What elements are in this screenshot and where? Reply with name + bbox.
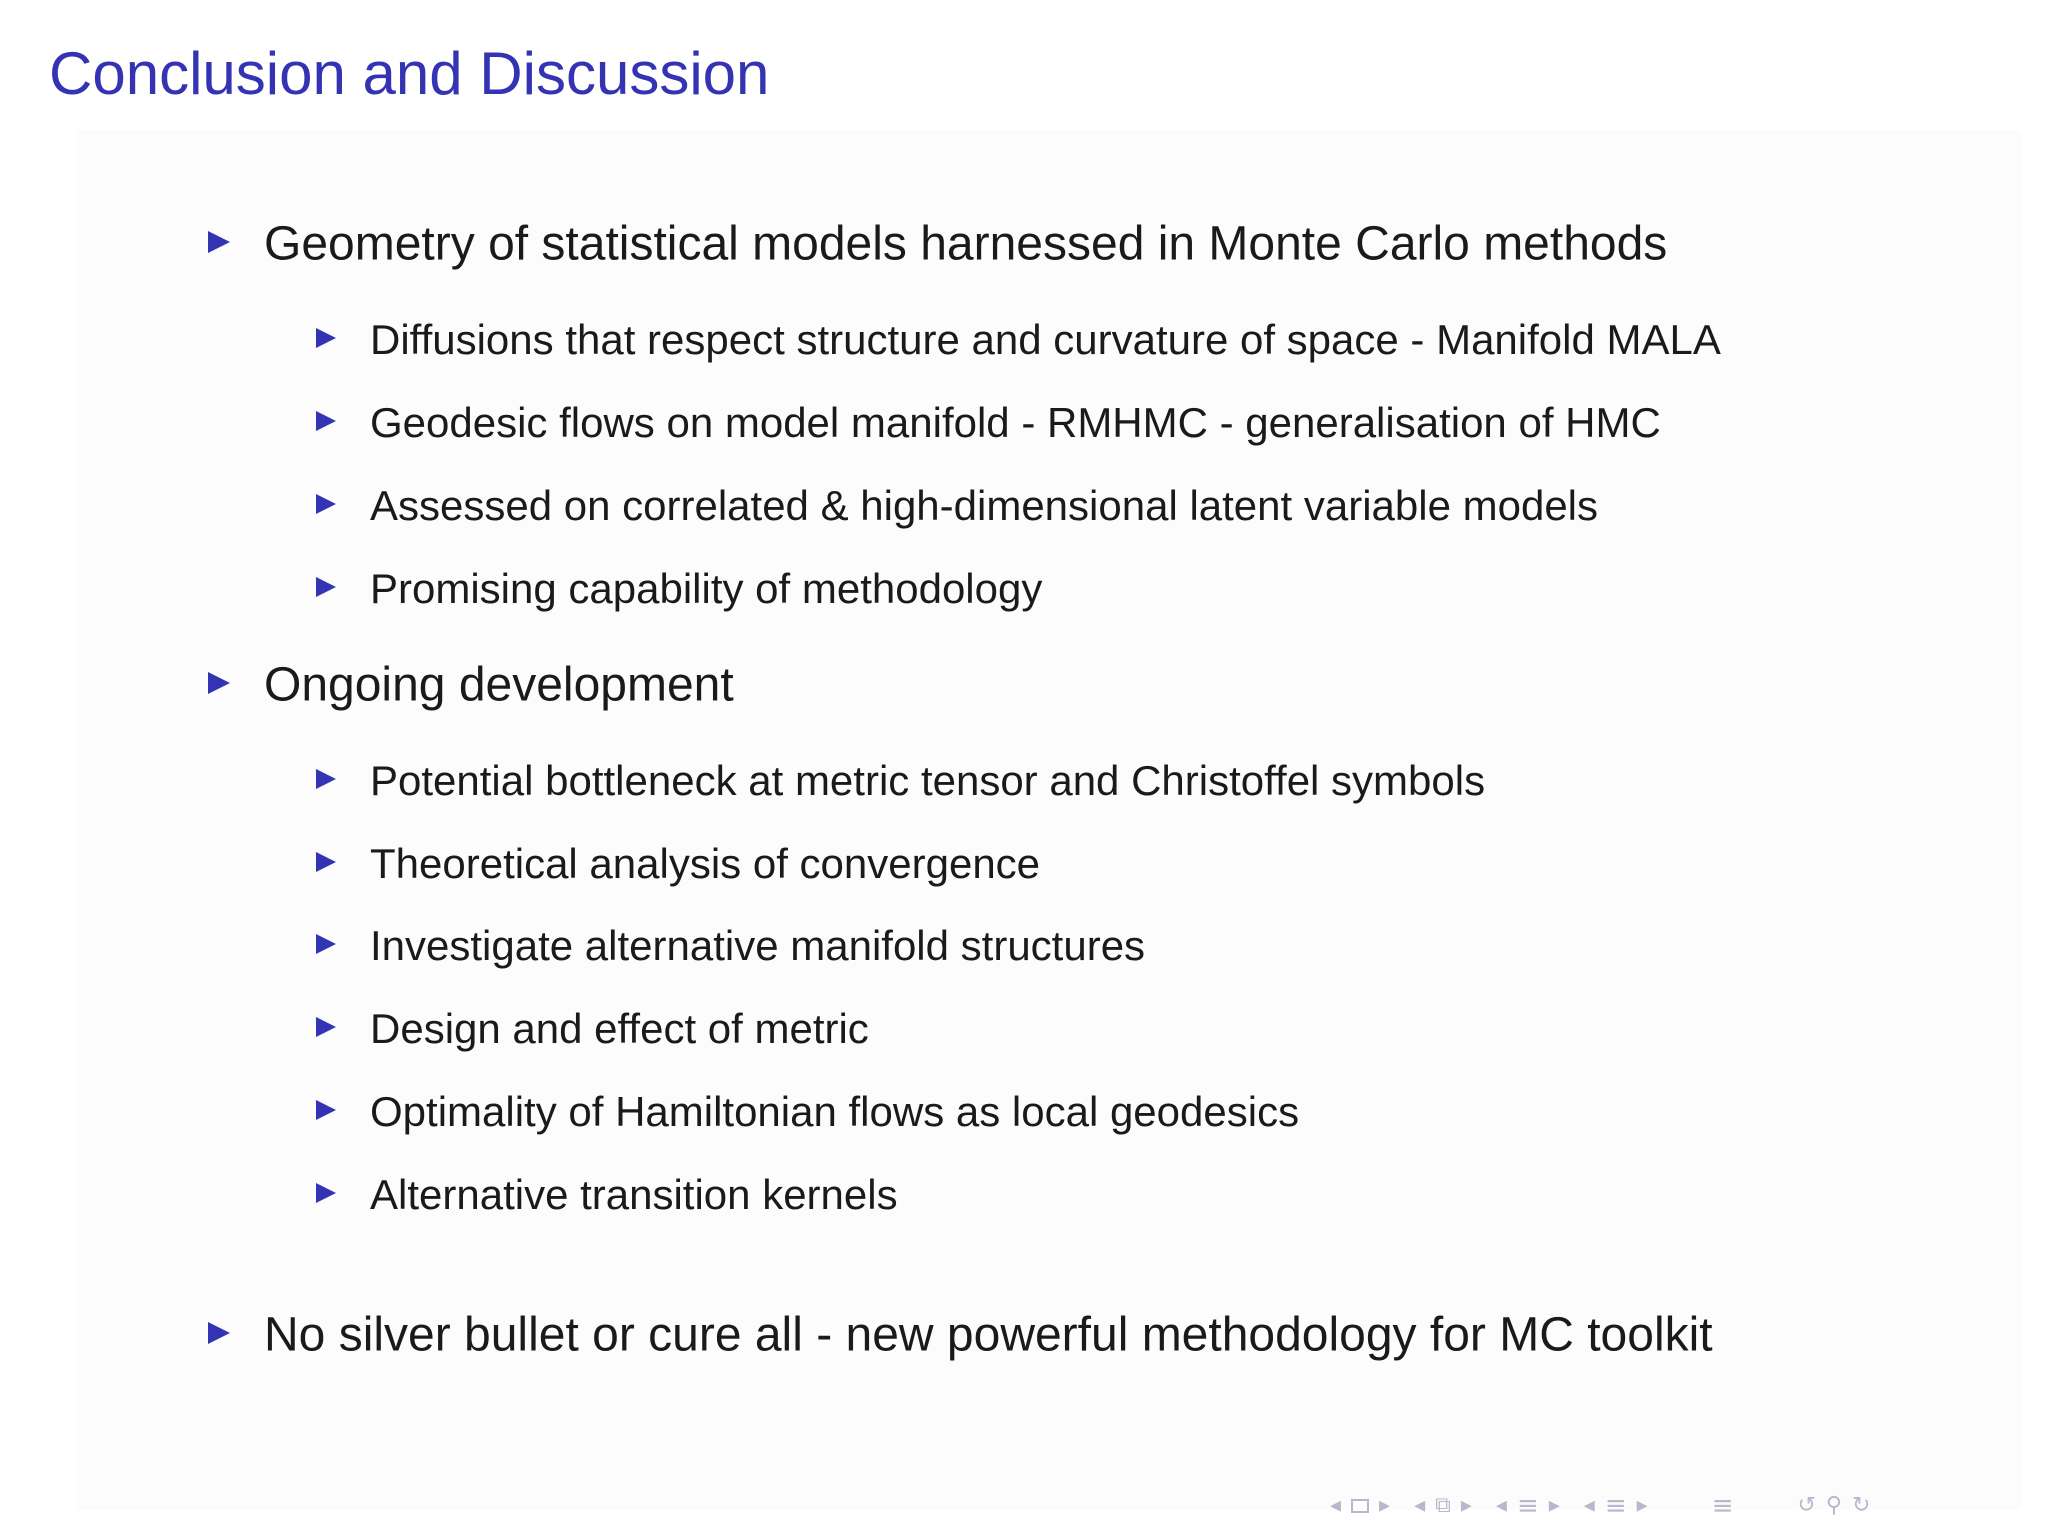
sub-bullet-item xyxy=(316,1001,869,1054)
triangle-bullet-icon xyxy=(316,1100,336,1120)
nav-document-icon[interactable]: ≡ xyxy=(1711,1491,1734,1521)
triangle-bullet-icon xyxy=(316,1017,336,1037)
nav-next-frame-icon[interactable]: ▸ xyxy=(1460,1493,1472,1518)
sub-bullet-text: Promising capability of methodology xyxy=(370,564,1043,612)
sub-bullet-item xyxy=(316,312,1721,365)
sub-bullet-text: Potential bottleneck at metric tensor and Christoffel symbols xyxy=(370,756,1486,804)
triangle-bullet-icon xyxy=(316,328,336,348)
sub-bullet-item xyxy=(316,561,1042,614)
nav-prev-slide-icon[interactable]: ◂ xyxy=(1330,1493,1342,1518)
nav-frame-icon[interactable]: ⧉ xyxy=(1435,1493,1451,1518)
beamer-navigation-bar xyxy=(1330,1488,1880,1524)
triangle-bullet-icon xyxy=(316,411,336,431)
sub-bullet-text: Investigate alternative manifold structures xyxy=(370,921,1146,969)
sub-bullet-text: Optimality of Hamiltonian flows as local geodesics xyxy=(370,1087,1300,1135)
triangle-bullet-icon xyxy=(316,852,336,872)
sub-bullet-item xyxy=(316,478,1598,531)
nav-section-icon[interactable]: ≡ xyxy=(1604,1491,1627,1521)
sub-bullet-item xyxy=(316,753,1485,806)
sub-bullet-text: Design and effect of metric xyxy=(370,1004,869,1052)
bullet-text: Geometry of statistical models harnessed in Monte Carlo methods xyxy=(264,217,1668,271)
sub-bullet-text: Geodesic flows on model manifold - RMHMC - generalisation of HMC xyxy=(370,398,1661,446)
nav-next-subsection-icon[interactable]: ▸ xyxy=(1548,1493,1560,1518)
triangle-bullet-icon xyxy=(316,1183,336,1203)
nav-prev-subsection-icon[interactable]: ◂ xyxy=(1495,1493,1507,1518)
triangle-bullet-icon xyxy=(316,769,336,789)
sub-bullet-item xyxy=(316,1167,898,1220)
bullet-item xyxy=(208,1305,1713,1363)
sub-bullet-text: Theoretical analysis of convergence xyxy=(370,839,1041,887)
triangle-bullet-icon xyxy=(316,577,336,597)
bullet-item xyxy=(208,214,1667,272)
nav-search-icon[interactable]: ⚲ xyxy=(1825,1493,1843,1518)
slide-title: Conclusion and Discussion xyxy=(49,40,770,107)
sub-bullet-item xyxy=(316,1084,1299,1137)
nav-back-icon[interactable]: ↺ xyxy=(1797,1493,1816,1518)
nav-slide-icon[interactable] xyxy=(1351,1499,1369,1513)
bullet-text: No silver bullet or cure all - new powerful methodology for MC toolkit xyxy=(264,1308,1713,1362)
sub-bullet-text: Diffusions that respect structure and curvature of space - Manifold MALA xyxy=(370,315,1721,363)
nav-prev-section-icon[interactable]: ◂ xyxy=(1583,1493,1595,1518)
bullet-item xyxy=(208,655,734,713)
sub-bullet-text: Assessed on correlated & high-dimensional latent variable models xyxy=(370,481,1599,529)
sub-bullet-text: Alternative transition kernels xyxy=(370,1170,898,1218)
triangle-bullet-icon xyxy=(208,672,230,694)
nav-next-slide-icon[interactable]: ▸ xyxy=(1379,1493,1391,1518)
sub-bullet-item xyxy=(316,836,1040,889)
bullet-text: Ongoing development xyxy=(264,658,734,712)
triangle-bullet-icon xyxy=(208,231,230,253)
triangle-bullet-icon xyxy=(316,934,336,954)
sub-bullet-item xyxy=(316,918,1145,971)
nav-forward-icon[interactable]: ↻ xyxy=(1852,1493,1871,1518)
triangle-bullet-icon xyxy=(208,1322,230,1344)
nav-prev-frame-icon[interactable]: ◂ xyxy=(1414,1493,1426,1518)
sub-bullet-item xyxy=(316,395,1661,448)
triangle-bullet-icon xyxy=(316,494,336,514)
nav-next-section-icon[interactable]: ▸ xyxy=(1636,1493,1648,1518)
nav-subsection-icon[interactable]: ≡ xyxy=(1516,1491,1539,1521)
